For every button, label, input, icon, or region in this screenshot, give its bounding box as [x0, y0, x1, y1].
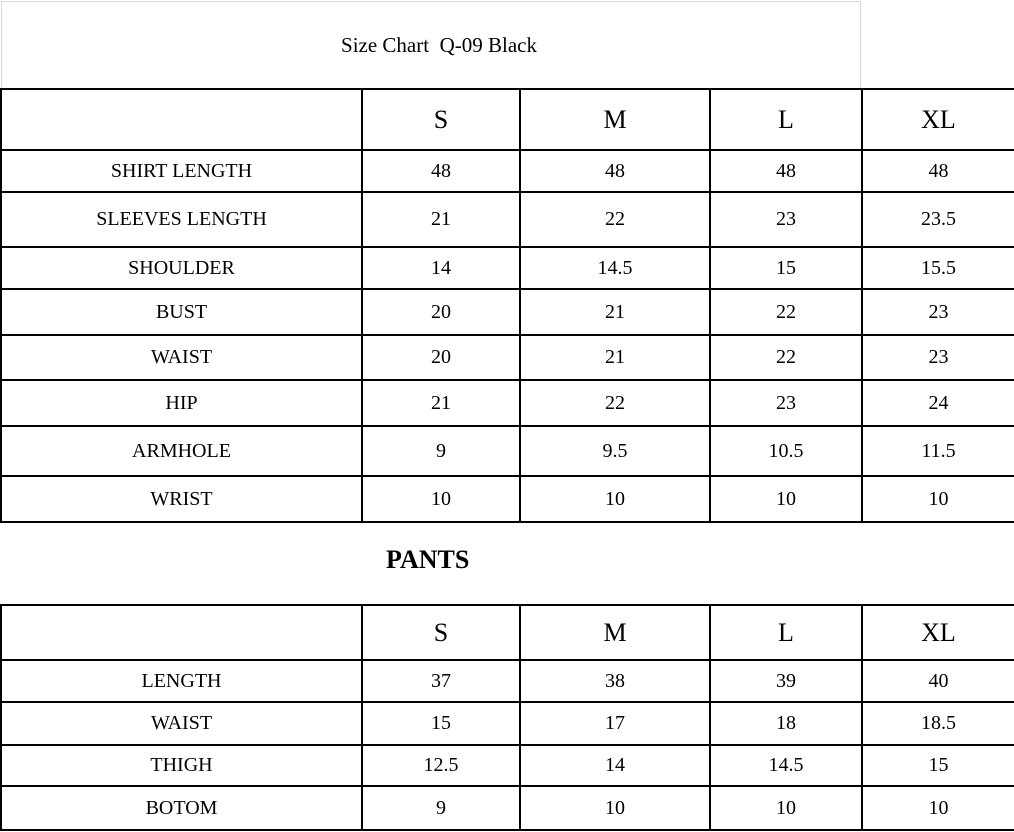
row-label: THIGH: [1, 745, 362, 786]
pants-heading: PANTS: [386, 545, 470, 574]
table-cell: 15: [710, 247, 862, 289]
table-row: [1, 745, 1014, 786]
row-label: BOTOM: [1, 786, 362, 830]
table-cell: 40: [862, 660, 1014, 702]
row-label: WAIST: [1, 335, 362, 380]
table-cell: 9: [362, 426, 520, 476]
table-cell: 22: [520, 192, 710, 247]
table-cell: 21: [362, 192, 520, 247]
table-cell: 15: [862, 745, 1014, 786]
table-cell: 22: [710, 289, 862, 335]
table-cell: 48: [710, 150, 862, 192]
table-cell: 23: [862, 335, 1014, 380]
size-header-l: L: [710, 89, 862, 150]
table-cell: 10: [710, 476, 862, 522]
table-cell: 21: [520, 335, 710, 380]
table-cell: 15.5: [862, 247, 1014, 289]
table-cell: 9.5: [520, 426, 710, 476]
size-header-xl: XL: [862, 605, 1014, 660]
size-header-m: M: [520, 89, 710, 150]
header-empty-cell: [1, 89, 362, 150]
header-empty-cell: [1, 605, 362, 660]
table-cell: 10: [862, 476, 1014, 522]
row-label: SHIRT LENGTH: [1, 150, 362, 192]
table-cell: 24: [862, 380, 1014, 426]
table-cell: 18.5: [862, 702, 1014, 745]
table-cell: 22: [520, 380, 710, 426]
table-row: [1, 380, 1014, 426]
table-cell: 21: [362, 380, 520, 426]
table-cell: 10: [362, 476, 520, 522]
table-cell: 39: [710, 660, 862, 702]
table-cell: 38: [520, 660, 710, 702]
table-cell: 12.5: [362, 745, 520, 786]
table-cell: 48: [362, 150, 520, 192]
size-chart-title-box: [1, 1, 861, 89]
table-cell: 48: [862, 150, 1014, 192]
table-cell: 14.5: [710, 745, 862, 786]
table-row: [1, 335, 1014, 380]
row-label: HIP: [1, 380, 362, 426]
row-label: SHOULDER: [1, 247, 362, 289]
table-header-row: [1, 89, 1014, 150]
table-row: [1, 150, 1014, 192]
table-header-row: [1, 605, 1014, 660]
table-row: [1, 702, 1014, 745]
table-cell: 23: [710, 380, 862, 426]
pants-size-table: [0, 604, 1014, 831]
table-cell: 10.5: [710, 426, 862, 476]
table-cell: 20: [362, 289, 520, 335]
table-row: [1, 786, 1014, 830]
table-row: [1, 660, 1014, 702]
row-label: WAIST: [1, 702, 362, 745]
table-cell: 14: [362, 247, 520, 289]
row-label: BUST: [1, 289, 362, 335]
table-cell: 9: [362, 786, 520, 830]
table-cell: 21: [520, 289, 710, 335]
table-cell: 10: [862, 786, 1014, 830]
size-header-s: S: [362, 89, 520, 150]
table-cell: 37: [362, 660, 520, 702]
row-label: LENGTH: [1, 660, 362, 702]
table-row: [1, 247, 1014, 289]
table-cell: 10: [520, 476, 710, 522]
table-cell: 18: [710, 702, 862, 745]
table-cell: 23: [862, 289, 1014, 335]
row-label: SLEEVES LENGTH: [1, 192, 362, 247]
shirt-size-table: [0, 88, 1014, 523]
size-header-xl: XL: [862, 89, 1014, 150]
size-chart-title: Size Chart Q-09 Black: [341, 32, 537, 57]
table-row: [1, 289, 1014, 335]
table-cell: 14.5: [520, 247, 710, 289]
table-cell: 22: [710, 335, 862, 380]
table-cell: 15: [362, 702, 520, 745]
size-header-l: L: [710, 605, 862, 660]
table-row: [1, 476, 1014, 522]
size-header-m: M: [520, 605, 710, 660]
row-label: WRIST: [1, 476, 362, 522]
table-cell: 11.5: [862, 426, 1014, 476]
table-cell: 10: [710, 786, 862, 830]
table-row: [1, 192, 1014, 247]
table-cell: 14: [520, 745, 710, 786]
table-cell: 48: [520, 150, 710, 192]
table-cell: 17: [520, 702, 710, 745]
table-cell: 23: [710, 192, 862, 247]
size-header-s: S: [362, 605, 520, 660]
table-row: [1, 426, 1014, 476]
table-cell: 10: [520, 786, 710, 830]
table-cell: 20: [362, 335, 520, 380]
table-cell: 23.5: [862, 192, 1014, 247]
row-label: ARMHOLE: [1, 426, 362, 476]
